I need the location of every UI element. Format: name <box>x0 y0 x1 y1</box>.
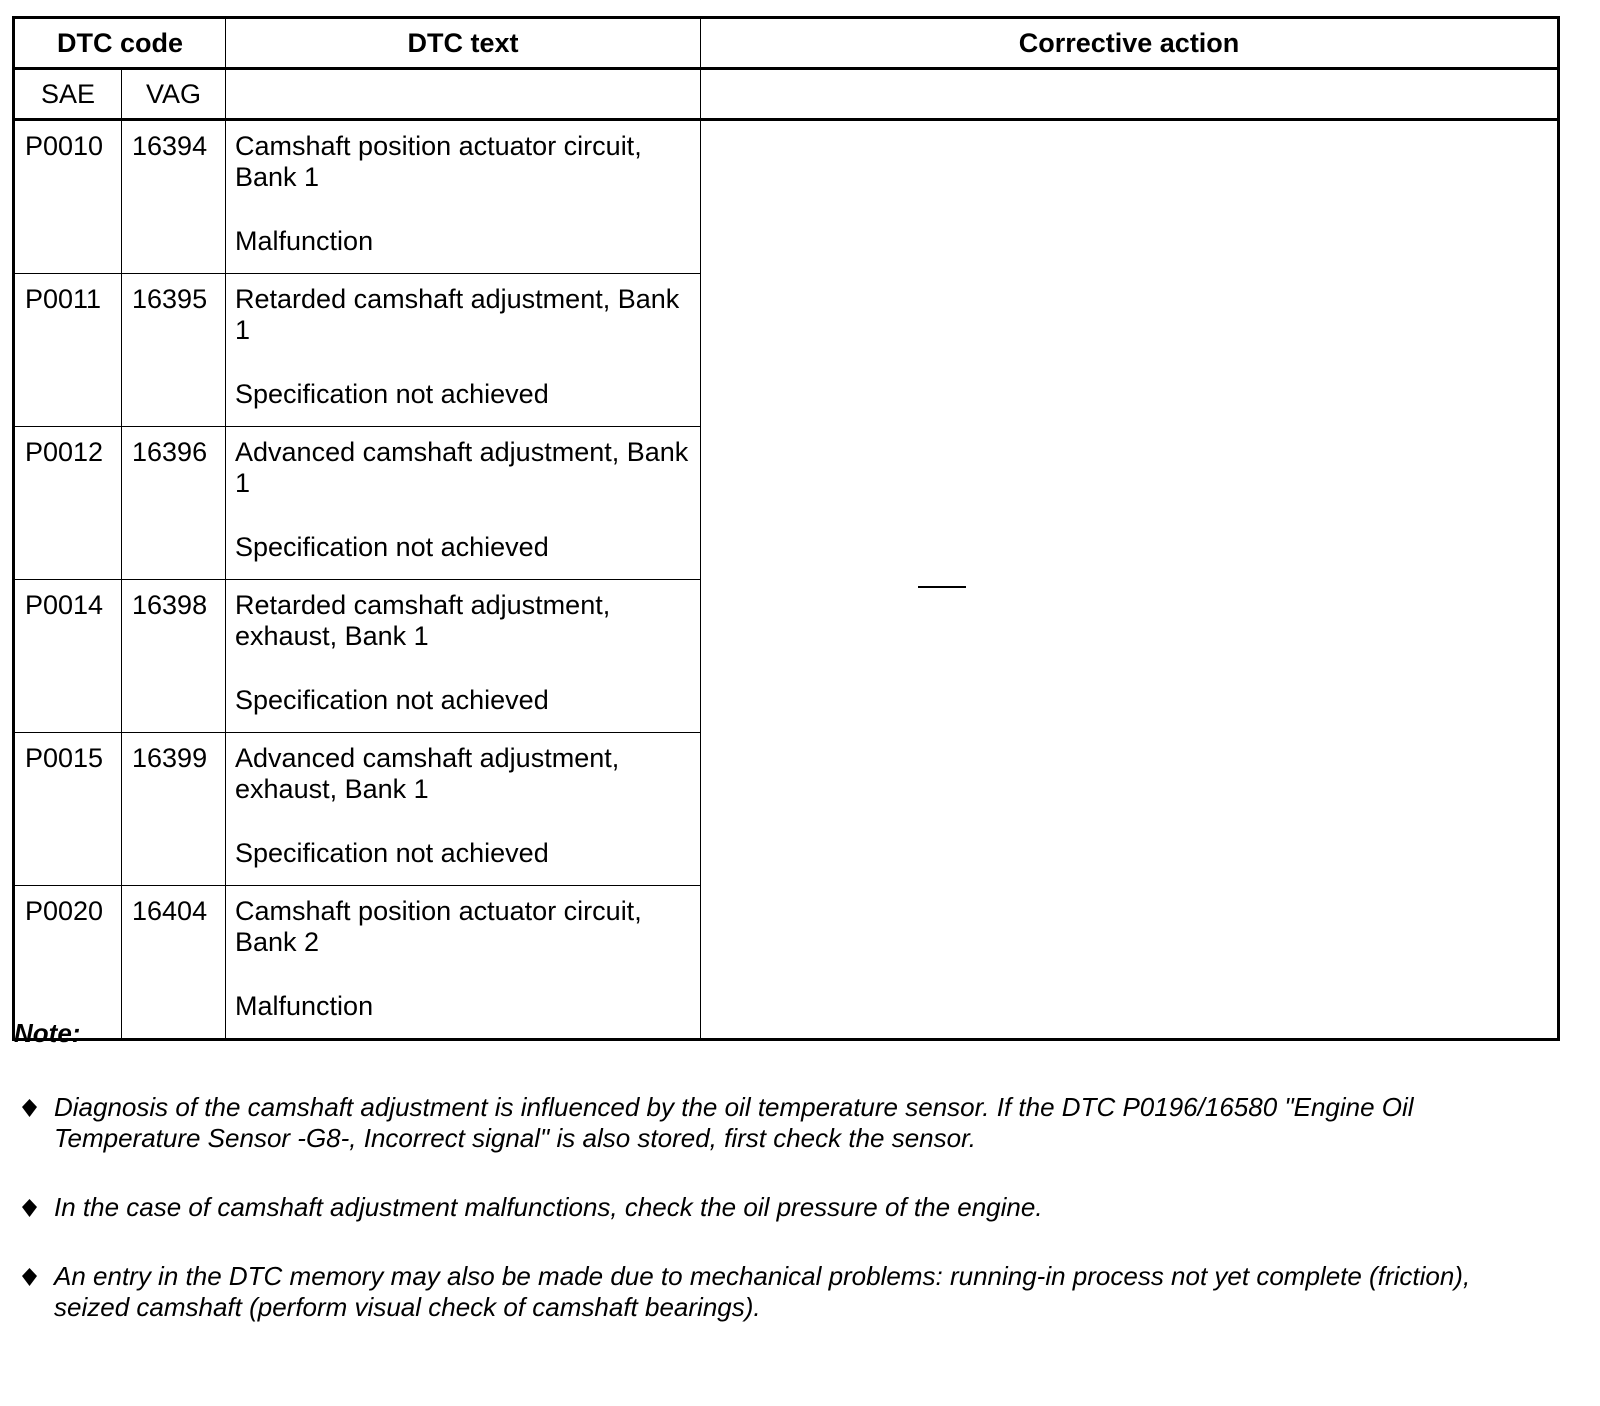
table-row <box>14 120 1559 274</box>
dtc-status: Specification not achieved <box>235 838 549 868</box>
sae-code: P0010 <box>14 120 122 274</box>
dtc-text-cell <box>226 886 701 1040</box>
dtc-title: Advanced camshaft adjustment, exhaust, Bank 1 <box>235 743 620 804</box>
header-dtc-text-sub <box>226 69 701 120</box>
dtc-text-cell <box>226 733 701 886</box>
header-dtc-code: DTC code <box>14 18 226 69</box>
no-action-dash <box>918 586 966 588</box>
dtc-text-cell <box>226 427 701 580</box>
dtc-text-cell <box>226 120 701 274</box>
vag-code: 16396 <box>122 427 226 580</box>
diamond-bullet-icon <box>22 1099 37 1117</box>
dtc-status: Malfunction <box>235 226 374 256</box>
dtc-title: Camshaft position actuator circuit, Bank 2 <box>235 896 642 957</box>
vag-code: 16394 <box>122 120 226 274</box>
dtc-title: Retarded camshaft adjustment, exhaust, Bank 1 <box>235 590 611 651</box>
note-list <box>22 1092 1552 1323</box>
header-dtc-text: DTC text <box>226 18 701 69</box>
header-corrective-action-sub <box>701 69 1559 120</box>
dtc-title: Camshaft position actuator circuit, Bank 1 <box>235 131 642 192</box>
dtc-status: Malfunction <box>235 991 374 1021</box>
sae-code: P0012 <box>14 427 122 580</box>
dtc-status: Specification not achieved <box>235 532 549 562</box>
dtc-title: Retarded camshaft adjustment, Bank 1 <box>235 284 680 345</box>
corrective-action-cell <box>701 120 1559 1040</box>
sae-code: P0020 <box>14 886 122 1040</box>
list-item <box>22 1092 1552 1154</box>
header-corrective-action: Corrective action <box>701 18 1559 69</box>
note-text: In the case of camshaft adjustment malfunctions, check the oil pressure of the engine. <box>54 1192 1043 1222</box>
vag-code: 16395 <box>122 274 226 427</box>
list-item <box>22 1192 1552 1223</box>
note-text: Diagnosis of the camshaft adjustment is influenced by the oil temperature sensor. If the DTC P0196/16580 "Engine Oil Temperature Sensor -G8-, Incorrect signal" is also stored, first check the sensor. <box>54 1092 1414 1153</box>
header-sae: SAE <box>14 69 122 120</box>
dtc-status: Specification not achieved <box>235 685 549 715</box>
vag-code: 16404 <box>122 886 226 1040</box>
dtc-table <box>12 16 1560 1041</box>
dtc-status: Specification not achieved <box>235 379 549 409</box>
vag-code: 16399 <box>122 733 226 886</box>
dtc-text-cell <box>226 580 701 733</box>
sae-code: P0014 <box>14 580 122 733</box>
diamond-bullet-icon <box>22 1268 37 1286</box>
diamond-bullet-icon <box>22 1199 37 1217</box>
vag-code: 16398 <box>122 580 226 733</box>
note-heading: Note: <box>14 1018 81 1048</box>
note-text: An entry in the DTC memory may also be made due to mechanical problems: running-in process not yet complete (friction), seized camshaft (perform visual check of camshaft bearings). <box>54 1261 1471 1322</box>
header-vag: VAG <box>122 69 226 120</box>
sae-code: P0011 <box>14 274 122 427</box>
sae-code: P0015 <box>14 733 122 886</box>
dtc-text-cell <box>226 274 701 427</box>
dtc-title: Advanced camshaft adjustment, Bank 1 <box>235 437 689 498</box>
list-item <box>22 1261 1552 1323</box>
